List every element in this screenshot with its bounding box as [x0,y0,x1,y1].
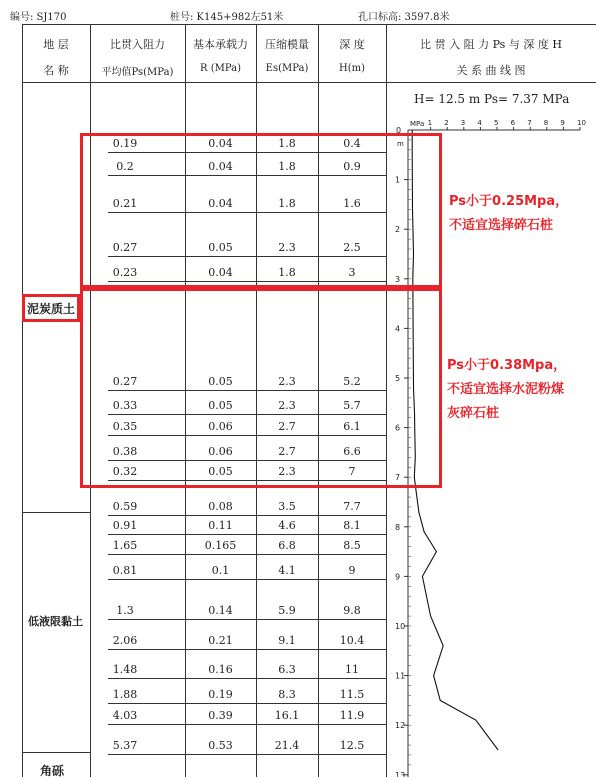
curve-summary: H= 12.5 m Ps= 7.37 MPa [414,92,570,106]
cell-ps: 1.3 [116,604,134,617]
depth-axis-unit: m [397,140,404,148]
cell-es: 6.8 [278,539,296,552]
annotation-2-line-1: Ps小于0.38Mpa， [447,358,567,373]
cell-r: 0.16 [208,663,233,676]
cell-es: 2.3 [278,399,296,412]
cell-ps: 0.2 [116,160,134,173]
cell-es: 4.1 [278,564,296,577]
depth-tick-label: 8 [395,522,401,532]
cell-h: 5.2 [343,375,361,388]
col-header-curve: 比 贯 入 阻 力 Ps 与 深 度 H [420,38,562,51]
ps-scale-tick-label: 3 [460,119,466,127]
hole-elevation: 孔口标高: 3597.8米 [358,12,450,23]
depth-tick-label: 11 [395,671,406,681]
station-number: 桩号: K145+982左51米 [170,12,284,23]
depth-tick-label: 9 [395,572,401,582]
cell-h: 6.6 [343,445,361,458]
col-header-layer-2: 名 称 [43,64,69,77]
cell-r: 0.04 [208,137,233,150]
soil-gravel: 角砾 [40,764,65,778]
cell-r: 0.05 [208,399,233,412]
row-underline [108,678,386,679]
cell-es: 2.3 [278,465,296,478]
cell-r: 0.06 [208,445,233,458]
cell-h: 11 [345,663,359,676]
ps-scale-tick-label: 8 [543,119,549,127]
ps-scale-tick-label: 2 [444,119,449,127]
cell-es: 2.7 [278,420,296,433]
highlight-box-2 [80,288,442,488]
cell-es: 1.8 [278,160,296,173]
cell-r: 0.04 [208,197,233,210]
cell-ps: 0.59 [112,500,138,513]
ps-scale-tick-label: 6 [510,119,516,127]
cell-r: 0.21 [208,634,233,647]
cell-ps: 0.23 [112,266,138,279]
cell-h: 3 [348,266,356,279]
cell-ps: 0.27 [112,375,138,388]
cell-ps: 1.65 [112,539,138,552]
cell-h: 2.5 [343,241,361,254]
col-header-es: 压缩模量 [265,38,309,51]
cell-ps: 0.32 [112,465,138,478]
cell-h: 11.9 [339,709,365,722]
depth-tick-label: 5 [395,374,401,383]
cell-h: 12.5 [339,739,365,752]
cell-r: 0.11 [208,519,233,532]
annotation-1-line-2: 不适宜选择碎石桩 [449,218,554,233]
ps-scale-tick-label: 10 [577,119,586,127]
cell-h: 7 [348,465,356,478]
table-left-border [22,24,23,777]
cell-h: 7.7 [343,500,361,513]
cell-h: 8.5 [343,539,361,552]
row-underline [108,579,386,580]
cell-r: 0.05 [208,375,233,388]
row-underline [108,534,386,535]
record-number: 编号: SJ170 [10,12,67,23]
cell-ps: 4.03 [112,709,138,722]
cell-r: 0.05 [208,465,233,478]
cell-es: 21.4 [274,739,300,752]
depth-tick-label: 1 [395,175,401,185]
cell-ps: 0.91 [112,519,138,532]
annotation-1 [449,190,568,238]
annotation-2-line-3: 灰碎石桩 [447,406,500,421]
col-header-es-unit: Es(MPa) [265,63,309,74]
layer-divider-1 [22,512,90,513]
cell-r: 0.06 [208,420,233,433]
depth-tick-label: 10 [395,622,406,631]
cell-ps: 1.88 [112,688,138,701]
cell-ps: 0.33 [112,399,138,412]
ps-scale-tick-label: 5 [494,119,499,127]
cell-h: 6.1 [343,420,361,433]
cell-es: 9.1 [278,634,296,647]
cell-h: 9.8 [343,604,361,617]
soil-clay: 低液限黏土 [28,615,83,628]
row-underline [108,649,386,650]
cell-r: 0.05 [208,241,233,254]
annotation-2-line-2: 不适宜选择水泥粉煤 [447,382,565,397]
cell-ps: 2.06 [112,634,138,647]
row-underline [108,724,386,725]
cell-ps: 0.27 [112,241,138,254]
ps-scale-tick-label: 9 [560,119,565,127]
cell-es: 1.8 [278,137,296,150]
cell-r: 0.04 [208,266,233,279]
cell-ps: 0.21 [112,197,138,210]
soil-peat: 泥炭质土 [27,302,76,316]
cell-es: 6.3 [278,663,296,676]
ps-scale-tick-label: 1 [427,119,433,127]
cell-ps: 0.19 [112,137,138,150]
cell-r: 0.04 [208,160,233,173]
col-header-h-unit: H(m) [338,63,365,74]
row-underline [108,515,386,516]
row-underline [108,754,386,755]
cell-r: 0.14 [208,604,233,617]
cell-h: 8.1 [343,519,361,532]
cell-r: 0.165 [204,539,237,552]
cell-es: 2.3 [278,375,296,388]
cell-r: 0.1 [211,564,230,577]
annotation-2 [447,354,566,426]
col-header-curve-2: 关 系 曲 线 图 [456,64,526,77]
cell-es: 8.3 [278,688,296,701]
col-header-r: 基本承载力 [193,38,248,51]
cell-h: 10.4 [339,634,365,647]
ps-scale-tick-label: 4 [477,119,482,127]
ps-scale-tick-label: 7 [527,119,532,127]
cell-es: 2.7 [278,445,296,458]
layer-divider-2 [22,752,90,753]
table-header-bottom-border [22,82,596,83]
depth-tick-label: 3 [395,274,401,284]
cell-h: 1.6 [343,197,361,210]
col-header-layer: 地 层 [43,38,69,51]
depth-tick-label: 4 [395,324,401,334]
depth-tick-label: 2 [395,225,401,235]
cell-h: 0.4 [343,137,361,150]
col-header-h: 深 度 [339,38,365,51]
depth-tick-label: 7 [395,473,401,483]
table-top-border [22,24,596,25]
depth-tick-label: 6 [395,423,401,433]
cell-h: 0.9 [343,160,361,173]
col-header-r-unit: R (MPa) [200,63,241,74]
row-underline [108,554,386,555]
cell-r: 0.08 [208,500,233,513]
cell-ps: 5.37 [112,739,138,752]
depth-axis-zero: 0 [396,126,402,135]
row-underline [108,619,386,620]
col-header-ps-unit: 平均值Ps(MPa) [101,67,174,78]
ps-scale-unit: MPa [410,120,425,128]
cell-es: 2.3 [278,241,296,254]
cell-ps: 0.81 [112,564,138,577]
cell-r: 0.39 [208,709,233,722]
annotation-1-line-1: Ps小于0.25Mpa， [449,194,569,209]
cell-es: 3.5 [278,500,296,513]
cell-h: 9 [348,564,356,577]
cell-r: 0.19 [208,688,233,701]
cell-ps: 0.35 [112,420,138,433]
cell-ps: 0.38 [112,445,138,458]
cell-es: 5.9 [278,604,296,617]
cell-r: 0.53 [208,739,233,752]
highlight-box-1 [80,133,442,288]
row-underline [108,703,386,704]
cell-es: 16.1 [274,709,300,722]
depth-tick-label: 12 [395,721,406,731]
col-header-ps: 比贯入阻力 [110,38,165,51]
cell-es: 1.8 [278,197,296,210]
cell-h: 11.5 [339,688,365,701]
cell-es: 4.6 [278,519,296,532]
cell-h: 5.7 [343,399,361,412]
cell-es: 1.8 [278,266,296,279]
depth-tick-label: 13 [395,770,406,777]
cell-ps: 1.48 [112,663,138,676]
